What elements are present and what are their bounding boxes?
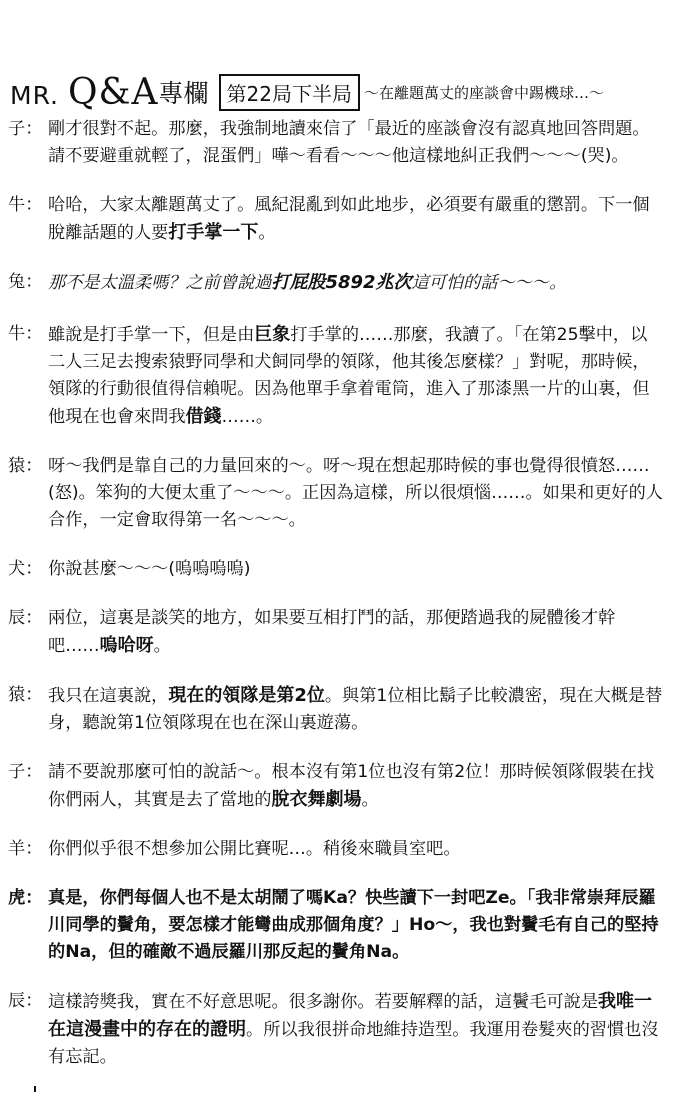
- emphasis-text: 嗚哈呀: [99, 635, 154, 656]
- dialogue-entry: [8, 605, 664, 660]
- dialogue-text: 兩位，這裏是談笑的地方，如果要互相打鬥的話，那便踏過我的屍體後才幹吧……嗚哈呀。: [48, 608, 616, 656]
- dialogue-text: 真是，你們每個人也不是太胡鬧了嗎Ka？快些讀下一封吧Ze。「我非常崇拜辰羅川同學的鬢角，要怎樣才能彎曲成那個角度？」Ho～，我也對鬢毛有自己的堅持的Na，但的確敵不過辰羅川那反起的鬢角Na。: [48, 888, 659, 962]
- dialogue-text: 我只在這裏說，現在的領隊是第2位。與第1位相比鬍子比較濃密，現在大概是替身，聽說第1位領隊現在也在深山裏遊蕩。: [48, 685, 663, 733]
- dialogue-entry: [8, 453, 664, 534]
- dialogue-entry: [8, 885, 664, 966]
- emphasis-text: 打屁股5892兆次: [271, 272, 412, 293]
- dialogue-entry: [8, 116, 664, 170]
- emphasis-text: 現在的領隊是第2位: [168, 685, 325, 706]
- speaker-label: 子：: [8, 119, 43, 139]
- dialogue-text: 剛才很對不起。那麼，我強制地讀來信了「最近的座談會沒有認真地回答問題。請不要避重就輕了，混蛋們」嘩～看看～～～他這樣地糾正我們～～～(哭)。: [48, 119, 650, 166]
- dialogue-entry: [8, 836, 664, 863]
- emphasis-text: 打手掌一下: [168, 222, 259, 243]
- episode-box: 第22局下半局: [219, 74, 360, 111]
- dialogue-list: [8, 116, 664, 1071]
- speaker-label: 羊：: [8, 839, 43, 859]
- dialogue-text: 那不是太溫柔嗎？之前曾說過打屁股5892兆次這可怕的話～～～。: [48, 272, 567, 293]
- dialogue-text: 你們似乎很不想參加公開比賽呢…。稍後來職員室吧。: [48, 839, 461, 859]
- speaker-label: 猿：: [8, 456, 43, 476]
- dialogue-entry: [8, 682, 664, 737]
- speaker-label: 虎：: [8, 888, 43, 908]
- speaker-label: 兔：: [8, 272, 43, 292]
- emphasis-text: 巨象: [254, 324, 291, 345]
- dialogue-entry: [8, 321, 664, 431]
- column-subtitle: ～在離題萬丈的座談會中踢機球…～: [363, 83, 604, 102]
- dialogue-entry: [8, 269, 664, 297]
- dialogue-text: 哈哈，大家太離題萬丈了。風紀混亂到如此地步，必須要有嚴重的懲罰。下一個脫離話題的人要打手掌一下。: [48, 195, 650, 243]
- logo-main: Q&A: [67, 71, 159, 113]
- logo-prefix: MR.: [10, 80, 59, 110]
- speaker-label: 猿：: [8, 685, 43, 705]
- dialogue-entry: [8, 192, 664, 247]
- emphasis-text: 借錢: [185, 406, 222, 427]
- page-mark: [34, 1086, 36, 1092]
- dialogue-text: 這樣誇獎我，實在不好意思呢。很多謝你。若要解釋的話，這鬢毛可說是我唯一在這漫畫中的存在的證明。所以我很拼命地維持造型。我運用卷髮夾的習慣也沒有忘記。: [48, 991, 659, 1067]
- dialogue-text: 請不要說那麼可怕的說話～。根本沒有第1位也沒有第2位！那時候領隊假裝在找你們兩人，其實是去了當地的脫衣舞劇場。: [48, 762, 655, 810]
- dialogue-entry: [8, 759, 664, 814]
- speaker-label: 牛：: [8, 195, 43, 215]
- emphasis-text: 脫衣舞劇場: [271, 789, 362, 810]
- speaker-label: 辰：: [8, 608, 43, 628]
- dialogue-entry: [8, 988, 664, 1071]
- dialogue-text: 你說甚麼～～～(嗚嗚嗚嗚): [48, 559, 251, 579]
- speaker-label: 辰：: [8, 991, 43, 1011]
- speaker-label: 犬：: [8, 559, 43, 579]
- speaker-label: 子：: [8, 762, 43, 782]
- column-logo: [10, 72, 159, 113]
- emphasis-text: 我唯一在這漫畫中的存在的證明: [48, 991, 653, 1040]
- dialogue-text: 呀～我們是靠自己的力量回來的～。呀～現在想起那時候的事也覺得很憤怒……(怒)。笨狗的大便太重了～～～。正因為這樣，所以很煩惱……。如果和更好的人合作，一定會取得第一名～～～。: [48, 456, 663, 530]
- speaker-label: 牛：: [8, 324, 43, 344]
- column-tag: 專欄: [158, 79, 209, 108]
- column-header: [10, 70, 680, 114]
- dialogue-text: 雖說是打手掌一下，但是由巨象打手掌的……那麼，我讀了。「在第25擊中，以二人三足去搜索猿野同學和犬飼同學的領隊，他其後怎麼樣？」對呢，那時候，領隊的行動很值得信賴呢。因為他單手拿着電筒，進入了那漆黑一片的山裏，但他現在也會來問我借錢……。: [48, 324, 650, 427]
- dialogue-entry: [8, 556, 664, 583]
